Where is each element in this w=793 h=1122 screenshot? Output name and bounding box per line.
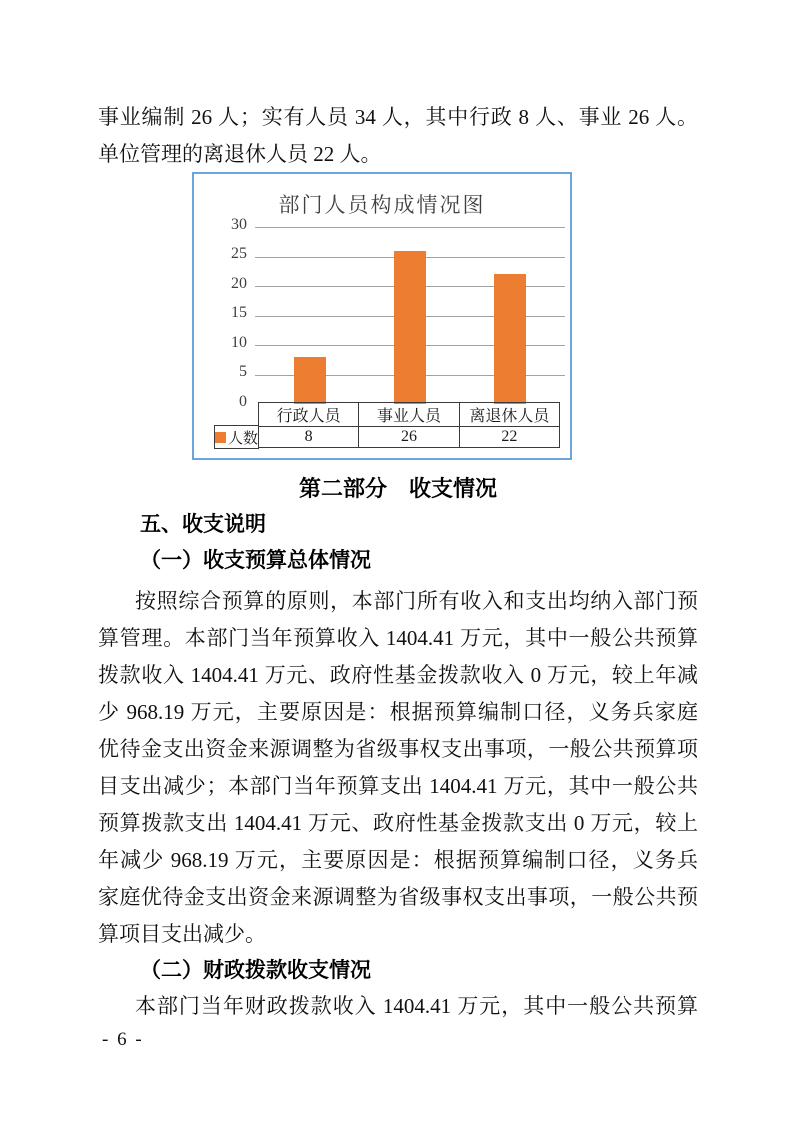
- para1-line: 少 968.19 万元，主要原因是：根据预算编制口径，义务兵家庭: [98, 700, 698, 724]
- chart-data-table: [258, 402, 560, 448]
- para1-line: 预算拨款支出 1404.41 万元、政府性基金拨款支出 0 万元，较上: [98, 811, 698, 835]
- y-tick-0: 0: [239, 393, 247, 410]
- para1-line: 年减少 968.19 万元，主要原因是：根据预算编制口径，义务兵: [98, 848, 698, 872]
- para2-line: 本部门当年财政拨款收入 1404.41 万元，其中一般公共预算: [135, 994, 698, 1018]
- value-cell: 26: [359, 427, 459, 448]
- y-tick-15: 15: [231, 304, 247, 321]
- value-cell: 8: [259, 427, 359, 448]
- intro-line-2: 单位管理的离退休人员 22 人。: [98, 142, 382, 166]
- chart-legend: [214, 425, 259, 449]
- value-cell: 22: [459, 427, 559, 448]
- y-tick-25: 25: [231, 245, 247, 262]
- para1-line: 算管理。本部门当年预算收入 1404.41 万元，其中一般公共预算: [98, 626, 698, 650]
- category-cell: 离退休人员: [459, 403, 559, 427]
- y-tick-30: 30: [231, 216, 247, 233]
- value-row: [259, 427, 560, 448]
- part2-title: 第二部分 收支情况: [298, 476, 497, 501]
- heading-yusuan-zongti: （一）收支预算总体情况: [140, 548, 371, 572]
- chart-bar-xingzheng: [294, 357, 326, 404]
- para1-line: 算项目支出减少。: [98, 922, 266, 946]
- para1-line: 目支出减少；本部门当年预算支出 1404.41 万元，其中一般公共: [98, 774, 698, 798]
- para1-line: 按照综合预算的原则，本部门所有收入和支出均纳入部门预: [135, 589, 698, 613]
- personnel-bar-chart: [192, 172, 572, 460]
- para1-line: 家庭优待金支出资金来源调整为省级事权支出事项，一般公共预: [98, 885, 698, 909]
- page-number: - 6 -: [102, 1029, 144, 1050]
- para1-line: 拨款收入 1404.41 万元、政府性基金拨款收入 0 万元，较上年减: [98, 663, 698, 687]
- intro-line-1: 事业编制 26 人；实有人员 34 人，其中行政 8 人、事业 26 人。: [98, 105, 698, 129]
- chart-plot-area: [255, 227, 565, 404]
- legend-swatch-icon: [215, 432, 226, 443]
- category-cell: 事业人员: [359, 403, 459, 427]
- heading-shouzhi-shuoming: 五、收支说明: [140, 512, 266, 536]
- legend-label: 人数: [228, 430, 259, 447]
- para1-line: 优待金支出资金来源调整为省级事权支出事项，一般公共预算项: [98, 737, 698, 761]
- chart-bar-lituixiu: [494, 274, 526, 404]
- gridline: [255, 227, 565, 228]
- heading-caizheng-bokuan: （二）财政拨款收支情况: [140, 958, 371, 982]
- y-tick-20: 20: [231, 275, 247, 292]
- y-tick-5: 5: [239, 363, 247, 380]
- chart-title: 部门人员构成情况图: [278, 193, 486, 217]
- category-row: [259, 403, 560, 427]
- chart-bar-shiye: [394, 251, 426, 404]
- y-tick-10: 10: [231, 334, 247, 351]
- category-cell: 行政人员: [259, 403, 359, 427]
